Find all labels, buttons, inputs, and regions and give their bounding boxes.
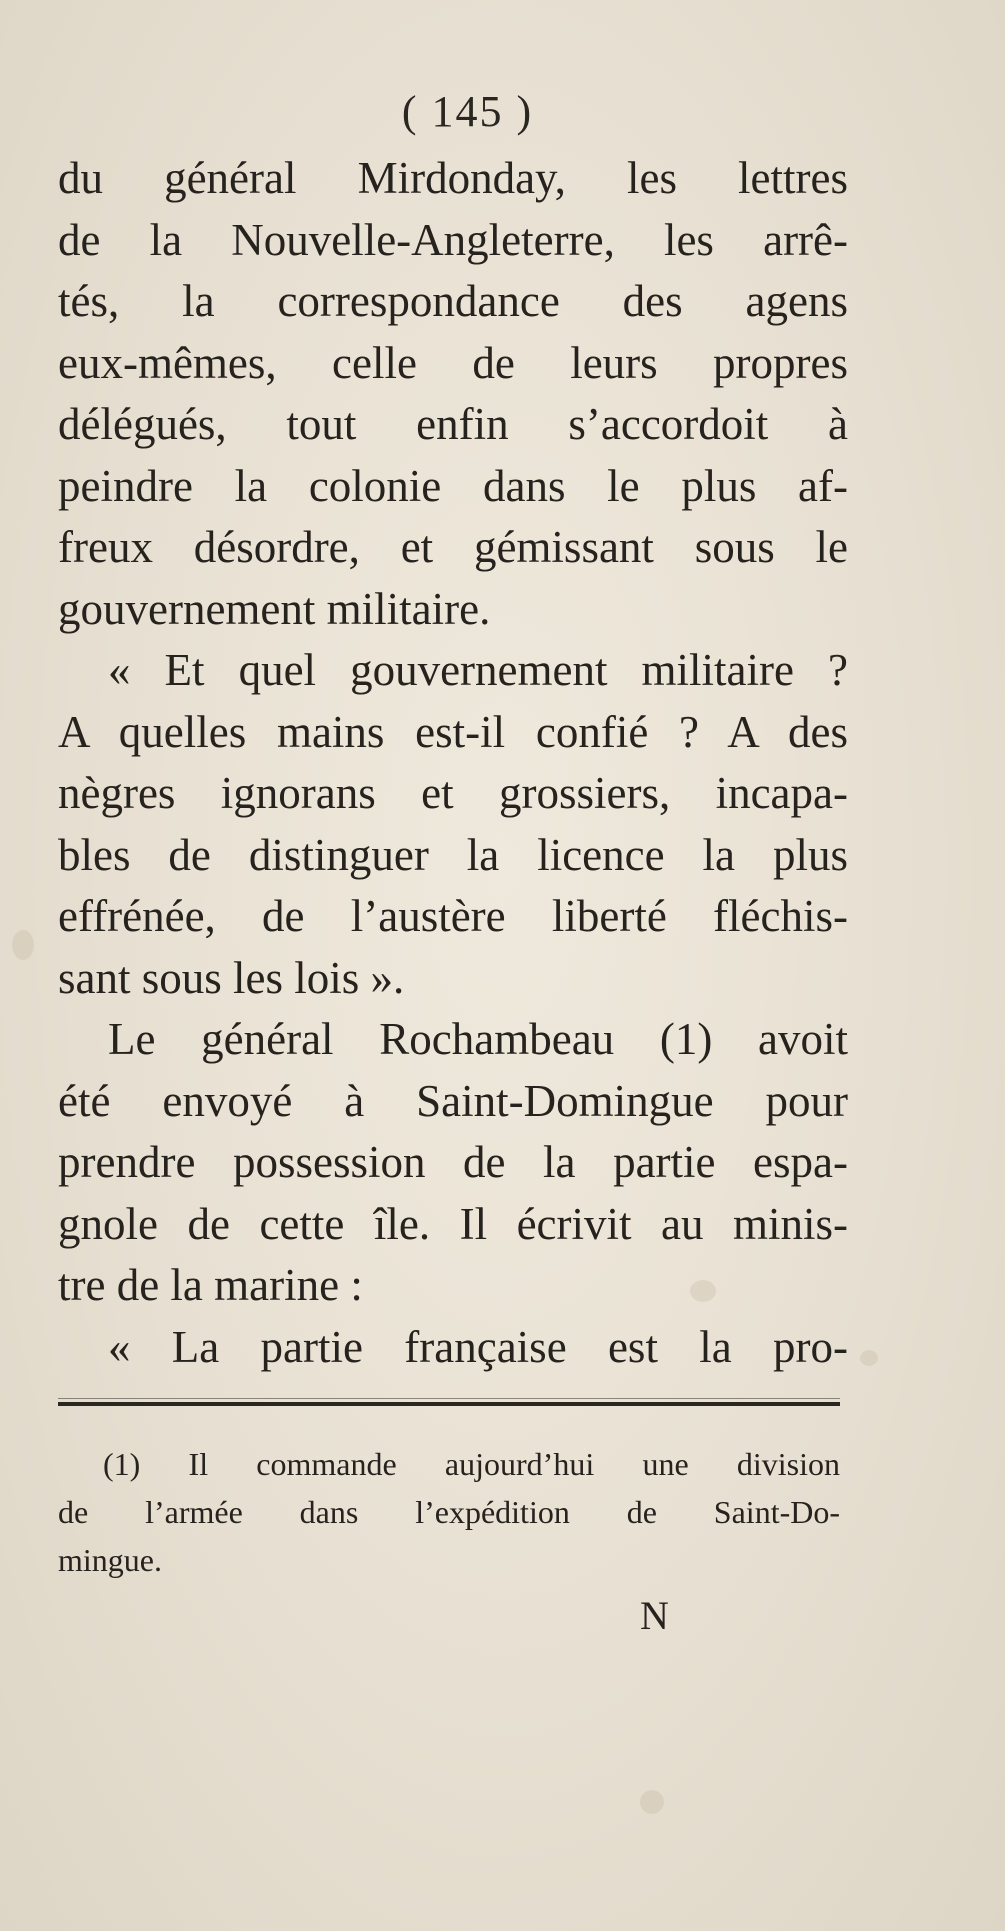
- text-line: « Et quel gouvernement militaire ?: [108, 645, 848, 695]
- text-line: effrénée, de l’austère liberté fléchis-: [58, 891, 848, 941]
- footnote: [58, 1440, 840, 1584]
- footnote-line: de l’armée dans l’expédition de Saint-Do-: [58, 1494, 840, 1530]
- text-line: de la Nouvelle-Angleterre, les arrê-: [58, 214, 848, 265]
- text-line: gnole de cette île. Il écrivit au minis-: [58, 1198, 848, 1249]
- text-line: sant sous les lois ».: [58, 952, 405, 1003]
- text-line: freux désordre, et gémissant sous le: [58, 522, 848, 572]
- text-line: A quelles mains est-il confié ? A des: [58, 706, 848, 757]
- text-line: « La partie française est la pro-: [108, 1321, 848, 1372]
- text-line: du général Mirdonday, les lettres: [58, 153, 848, 203]
- body-text: [58, 148, 848, 1378]
- text-line: tre de la marine :: [58, 1260, 363, 1310]
- text-line: eux-mêmes, celle de leurs propres: [58, 337, 848, 388]
- text-line: nègres ignorans et grossiers, incapa-: [58, 768, 848, 818]
- page-number: ( 145 ): [401, 87, 534, 136]
- text-line: prendre possession de la partie espa-: [58, 1137, 848, 1187]
- signature-mark: N: [640, 1593, 669, 1638]
- footnote-line: mingue.: [58, 1542, 162, 1578]
- text-line: tés, la correspondance des agens: [58, 276, 848, 326]
- footnote-line: (1) Il commande aujourd’hui une division: [103, 1446, 840, 1482]
- text-line: délégués, tout enfin s’accordoit à: [58, 399, 848, 449]
- text-line: Le général Rochambeau (1) avoit: [108, 1014, 848, 1064]
- text-line: bles de distinguer la licence la plus: [58, 829, 848, 880]
- text-line: gouvernement militaire.: [58, 583, 491, 634]
- footnote-divider-thin: [58, 1398, 840, 1399]
- text-line: peindre la colonie dans le plus af-: [58, 460, 848, 511]
- text-line: été envoyé à Saint-Domingue pour: [58, 1075, 848, 1126]
- footnote-divider: [58, 1402, 840, 1406]
